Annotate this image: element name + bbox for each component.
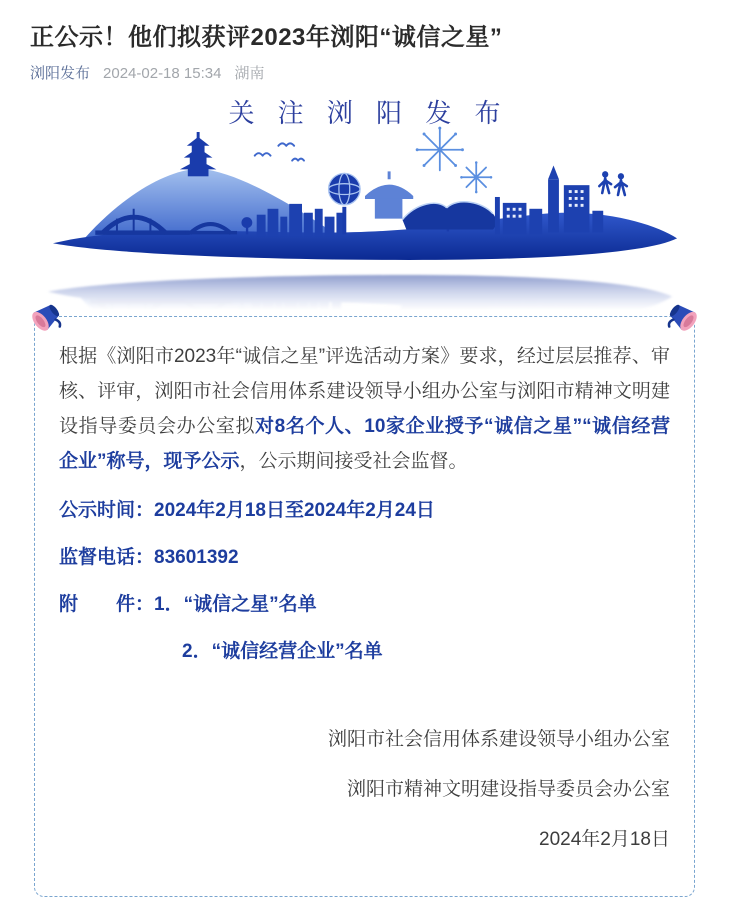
attachment-line-2: 2．“诚信经营企业”名单 xyxy=(182,641,383,662)
publish-datetime: 2024-02-18 15:34 xyxy=(103,65,222,82)
signature-date: 2024年2月18日 xyxy=(539,829,670,850)
reflection-fade xyxy=(45,268,685,310)
account-name-link[interactable]: 浏阳发布 xyxy=(30,65,91,82)
paragraph-highlight: 对8名个人、10家企业授予“诚信之星”“诚信经营企业”称号，现予公示 xyxy=(59,416,670,472)
paragraph-lead: 根据《浏阳市2023年“诚信之星”评选活动方案》要求，经过层层推荐、审核、评审，浏阳市社会信用体系建设领导小组办公室与浏阳市精神文明建设指导委员会办公室拟 xyxy=(59,346,670,437)
publicity-period-line: 公示时间：2024年2月18日至2024年2月24日 xyxy=(59,500,435,521)
megaphone-icon xyxy=(26,297,66,337)
banner-illustration xyxy=(45,96,685,310)
paragraph-tail: ，公示期间接受社会监督。 xyxy=(239,451,468,472)
megaphone-icon xyxy=(663,297,703,337)
city-skyline-illustration xyxy=(50,124,680,267)
article-title: 正公示！他们拟获评2023年浏阳“诚信之星” xyxy=(30,24,503,51)
banner-caption: 关 注 浏 阳 发 布 xyxy=(228,98,509,128)
skyline-reflection xyxy=(45,268,685,310)
signature-org-1: 浏阳市社会信用体系建设领导小组办公室 xyxy=(327,729,670,750)
notice-box xyxy=(34,316,695,897)
supervision-phone-line: 监督电话：83601392 xyxy=(59,547,239,568)
attachment-line-1: 附 件：1．“诚信之星”名单 xyxy=(59,594,317,615)
signature-org-2: 浏阳市精神文明建设指导委员会办公室 xyxy=(346,779,670,800)
notice-paragraph xyxy=(59,339,670,479)
byline xyxy=(30,64,699,84)
publish-location: 湖南 xyxy=(234,65,265,82)
